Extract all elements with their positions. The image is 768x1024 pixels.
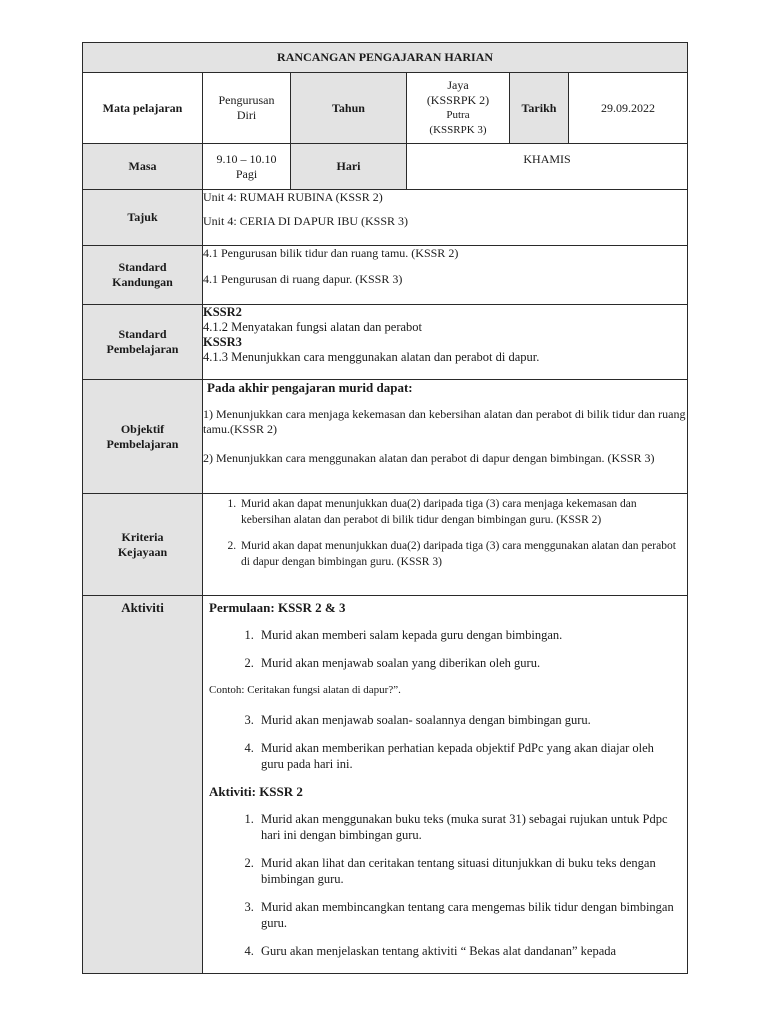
mata-pelajaran-value-line2: Diri: [236, 108, 257, 122]
kriteria-label-line1: Kriteria: [121, 529, 164, 544]
tahun-jaya: Jaya: [447, 78, 469, 92]
masa-value: [203, 144, 291, 190]
standard-kandungan-label: [83, 246, 203, 305]
standard-kandungan-line2: 4.1 Pengurusan di ruang dapur. (KSSR 3): [203, 272, 403, 286]
mata-pelajaran-value-line1: Pengurusan: [218, 93, 275, 107]
permulaan-heading: Permulaan: KSSR 2 & 3: [209, 600, 346, 615]
document-title: RANCANGAN PENGAJARAN HARIAN: [83, 43, 688, 73]
aktiviti-item: 3. Murid akan membincangkan tentang cara mengemas bilik tidur dengan bimbingan guru.: [257, 899, 679, 931]
standard-kandungan-line1: 4.1 Pengurusan bilik tidur dan ruang tamu. (KSSR 2): [203, 246, 459, 260]
kriteria-content: [203, 494, 688, 596]
objektif-item-1: 1) Menunjukkan cara menjaga kekemasan dan kebersihan alatan dan perabot di bilik tidur dan ruang tamu.(KSSR 2): [203, 407, 686, 436]
mata-pelajaran-value: [203, 73, 291, 144]
permulaan-list: [209, 627, 679, 671]
contoh-text: Contoh: Ceritakan fungsi alatan di dapur?”.: [209, 684, 401, 696]
objektif-content: [203, 380, 688, 494]
objektif-label-line2: Pembelajaran: [106, 436, 179, 451]
aktiviti-item: 4. Guru akan menjelaskan tentang aktiviti “ Bekas alat dandanan” kepada: [257, 943, 679, 959]
tahun-value: [407, 73, 510, 144]
standard-kandungan-content: [203, 246, 688, 305]
masa-label: Masa: [83, 144, 203, 190]
tahun-putra-sub: (KSSRPK 3): [429, 124, 487, 136]
standard-pembelajaran-label: [83, 305, 203, 380]
kriteria-item: 2. Murid akan dapat menunjukkan dua(2) daripada tiga (3) cara menggunakan alatan dan perabot di dapur dengan bimbingan guru. (KSSR 3): [239, 538, 681, 570]
permulaan-item: 1. Murid akan memberi salam kepada guru dengan bimbingan.: [257, 627, 679, 643]
hari-value: KHAMIS: [407, 144, 688, 190]
objektif-intro: Pada akhir pengajaran murid dapat:: [207, 380, 413, 395]
standard-pembelajaran-content: [203, 305, 688, 380]
tarikh-label: Tarikh: [510, 73, 569, 144]
tajuk-content: [203, 190, 688, 246]
aktiviti-item: 1. Murid akan menggunakan buku teks (muka surat 31) sebagai rujukan untuk Pdpc hari ini dengan bimbingan guru.: [257, 811, 679, 843]
standard-pembelajaran-label-line2: Pembelajaran: [106, 342, 179, 356]
kriteria-item: 1. Murid akan dapat menunjukkan dua(2) daripada tiga (3) cara menjaga kekemasan dan kebersihan alatan dan perabot di bilik tidur dengan bimbingan guru. (KSSR 2): [239, 496, 681, 528]
mata-pelajaran-label: Mata pelajaran: [83, 73, 203, 144]
aktiviti-item: 2. Murid akan lihat dan ceritakan tentang situasi ditunjukkan di buku teks dengan bimbingan guru.: [257, 855, 679, 887]
tajuk-label: Tajuk: [83, 190, 203, 246]
standard-kandungan-label-line2: Kandungan: [112, 275, 173, 289]
hari-label: Hari: [291, 144, 407, 190]
aktiviti-list: [209, 811, 679, 959]
sp-heading-kssr2: KSSR2: [203, 305, 242, 319]
tahun-putra: Putra: [446, 109, 470, 121]
tajuk-line2: Unit 4: CERIA DI DAPUR IBU (KSSR 3): [203, 214, 409, 228]
masa-value-line1: 9.10 – 10.10: [216, 151, 277, 166]
kriteria-label: [83, 494, 203, 596]
standard-kandungan-label-line1: Standard: [118, 260, 167, 274]
objektif-label: [83, 380, 203, 494]
tahun-jaya-sub: (KSSRPK 2): [426, 93, 490, 107]
permulaan-list-b: [209, 712, 679, 772]
tahun-label: Tahun: [291, 73, 407, 144]
permulaan-item: 3. Murid akan menjawab soalan- soalannya dengan bimbingan guru.: [257, 712, 679, 728]
masa-value-line2: Pagi: [235, 166, 258, 181]
kriteria-list: [209, 496, 681, 570]
tajuk-line1: Unit 4: RUMAH RUBINA (KSSR 2): [203, 190, 383, 204]
sp-heading-kssr3: KSSR3: [203, 335, 242, 349]
kriteria-label-line2: Kejayaan: [117, 544, 168, 559]
aktiviti-label: Aktiviti: [83, 596, 203, 974]
sp-text-kssr2: 4.1.2 Menyatakan fungsi alatan dan perabot: [203, 320, 423, 334]
aktiviti-heading: Aktiviti: KSSR 2: [209, 784, 303, 799]
permulaan-item: 2. Murid akan menjawab soalan yang diberikan oleh guru.: [257, 655, 679, 671]
objektif-item-2: 2) Menunjukkan cara menggunakan alatan dan perabot di dapur dengan bimbingan. (KSSR 3): [203, 451, 655, 465]
standard-pembelajaran-label-line1: Standard: [118, 327, 167, 341]
sp-text-kssr3: 4.1.3 Menunjukkan cara menggunakan alatan dan perabot di dapur.: [203, 350, 540, 364]
aktiviti-content: [203, 596, 688, 974]
tarikh-value: 29.09.2022: [569, 73, 688, 144]
lesson-plan-table: [82, 42, 688, 974]
objektif-label-line1: Objektif: [120, 421, 165, 436]
permulaan-item: 4. Murid akan memberikan perhatian kepada objektif PdPc yang akan diajar oleh guru pada hari ini.: [257, 740, 679, 772]
